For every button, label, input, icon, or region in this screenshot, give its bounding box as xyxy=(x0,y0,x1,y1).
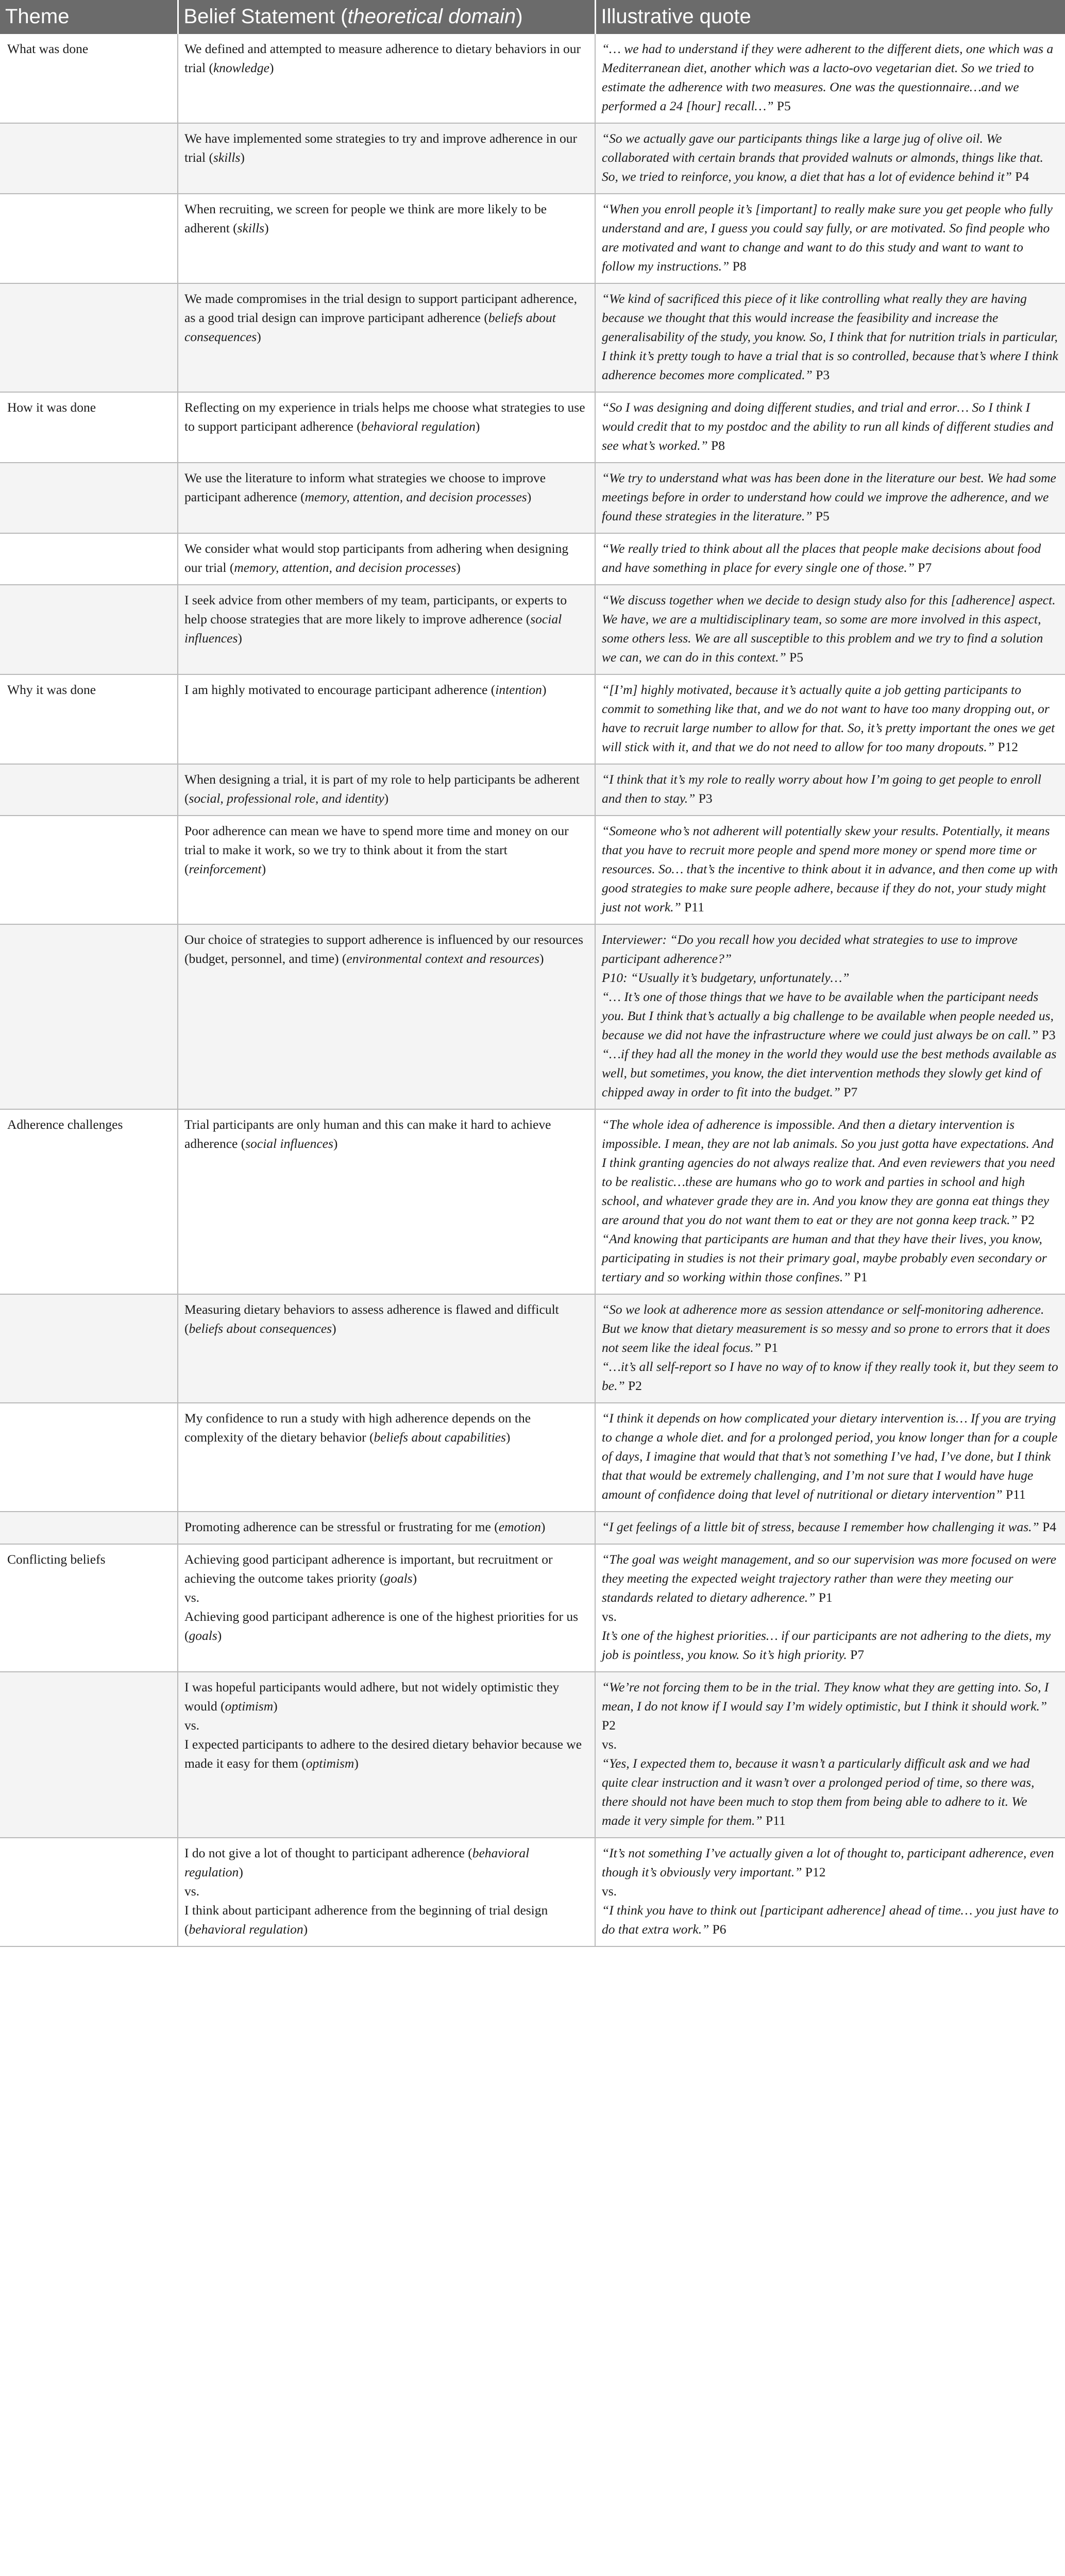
belief-vs-connector: vs. xyxy=(184,1718,200,1733)
illustrative-quote xyxy=(602,1677,1059,1735)
illustrative-quote xyxy=(602,680,1059,756)
quote-text: “We discuss together when we decide to design study also for this [adherence] aspect. We have, we are a multidisciplinary team, so some are more involved in this aspect, some others less. We are all susceptible to this problem and we try to find a solution we can, we can do in this context.” xyxy=(602,592,1056,665)
belief-cell xyxy=(178,1672,595,1838)
belief-text: My confidence to run a study with high adherence depends on the complexity of the dietary behavior xyxy=(184,1411,531,1445)
belief-text: Promoting adherence can be stressful or frustrating for me xyxy=(184,1519,491,1534)
illustrative-quote xyxy=(602,398,1059,455)
theoretical-domain: memory, attention, and decision processes xyxy=(234,560,457,575)
belief-statement: I expected participants to adhere to the desired dietary behavior because we made it easy for them (optimism) xyxy=(184,1737,582,1771)
participant-id: P7 xyxy=(843,1084,858,1099)
table-row xyxy=(0,463,1065,533)
illustrative-quote xyxy=(602,1409,1059,1504)
participant-id: P8 xyxy=(732,259,747,274)
belief-cell xyxy=(178,1109,595,1294)
belief-statement: I do not give a lot of thought to participant adherence (behavioral regulation) xyxy=(184,1845,530,1879)
quote-cell xyxy=(595,283,1065,392)
participant-id: P2 xyxy=(628,1378,642,1393)
theoretical-domain: social influences xyxy=(184,612,562,646)
belief-cell xyxy=(178,1294,595,1403)
belief-text: I think about participant adherence from the beginning of trial design xyxy=(184,1903,548,1918)
belief-statement: We have implemented some strategies to try and improve adherence in our trial (skills) xyxy=(184,131,577,165)
belief-statement: Achieving good participant adherence is one of the highest priorities for us (goals) xyxy=(184,1609,579,1643)
theoretical-domain: social, professional role, and identity xyxy=(189,791,384,806)
belief-cell xyxy=(178,283,595,392)
quote-cell xyxy=(595,194,1065,283)
quote-text: “I get feelings of a little bit of stress, because I remember how challenging it was.” xyxy=(602,1519,1039,1534)
quote-text: “We really tried to think about all the places that people make decisions about food and have something in place for every single one of those.” xyxy=(602,541,1041,575)
quote-text: “I think it depends on how complicated your dietary intervention is… If you are trying to change a whole diet. and for a prolonged period, you know longer than for a couple of days, I imagine that would that that’s not something I’ve had, I’ve done, but I think that that would be extremely challenging, and I’m not sure that I would have huge amount of confidence doing that level of nutritional or dietary intervention” xyxy=(602,1411,1058,1502)
theoretical-domain: environmental context and resources xyxy=(346,951,540,966)
theoretical-domain: goals xyxy=(384,1571,413,1586)
table-row xyxy=(0,194,1065,283)
illustrative-quote xyxy=(602,1550,1059,1607)
belief-vs-connector: vs. xyxy=(184,1590,200,1605)
quote-cell xyxy=(595,1672,1065,1838)
quote-text: It’s one of the highest priorities… if our participants are not adhering to the diets, my job is pointless, you know. So it’s high priority. xyxy=(602,1628,1051,1662)
belief-text: Achieving good participant adherence is one of the highest priorities for us xyxy=(184,1609,579,1624)
theoretical-domain: social influences xyxy=(245,1136,333,1151)
quote-text: “…it’s all self-report so I have no way of to know if they really took it, but they seem to be.” xyxy=(602,1359,1058,1393)
belief-cell xyxy=(178,924,595,1109)
theoretical-domain: behavioral regulation xyxy=(184,1845,530,1879)
quote-text: “The whole idea of adherence is impossible. And then a dietary intervention is impossible. I mean, they are not lab animals. So you just gotta have expectations. And I think granting agencies do not always realize that. And even reviewers that you need to be realistic…these are humans who go to work and parties in school and high school, and whatever grade they are in. And you know they are gonna eat things they are around that you do not want them to eat or they are not gonna keep track.” xyxy=(602,1117,1055,1227)
theoretical-domain: optimism xyxy=(225,1699,274,1714)
participant-id: P12 xyxy=(998,739,1018,754)
table-row xyxy=(0,764,1065,816)
belief-text: We consider what would stop participants from adhering when designing our trial xyxy=(184,541,569,575)
belief-cell xyxy=(178,392,595,463)
table-row xyxy=(0,816,1065,924)
belief-text: We defined and attempted to measure adherence to dietary behaviors in our trial xyxy=(184,41,581,75)
belief-text: We made compromises in the trial design to support participant adherence, as a good trial design can improve participant adherence xyxy=(184,291,577,325)
table-row xyxy=(0,123,1065,194)
table-row xyxy=(0,1512,1065,1544)
participant-id: P2 xyxy=(602,1718,616,1733)
theme-cell xyxy=(0,585,178,674)
header-belief-post: ) xyxy=(516,5,523,28)
illustrative-quote xyxy=(602,1115,1059,1229)
table-row xyxy=(0,34,1065,123)
belief-text: I am highly motivated to encourage participant adherence xyxy=(184,682,488,697)
quote-text: “[I’m] highly motivated, because it’s actually quite a job getting participants to commit to something like that, and we do not want to have too many dropping out, or have to recruit large number to allow for that. So, it’s pretty important the ones we get will stick with it, and that we do not need to allow for too many dropouts.” xyxy=(602,682,1055,754)
participant-id: P1 xyxy=(764,1340,779,1355)
theme-cell xyxy=(0,123,178,194)
quote-text: “Yes, I expected them to, because it wasn’t a particularly difficult ask and we had quite clear instruction and it wasn’t over a prolonged period of time, so there was, there should not have been much to stop them from being able to adhere to it. We made it very simple for them.” xyxy=(602,1756,1035,1828)
belief-statement: I seek advice from other members of my team, participants, or experts to help choose strategies that are more likely to improve adherence (social influences) xyxy=(184,592,567,646)
belief-statement: My confidence to run a study with high adherence depends on the complexity of the dietary behavior (beliefs about capabilities) xyxy=(184,1411,531,1445)
belief-text: We use the literature to inform what strategies we choose to improve participant adherence xyxy=(184,470,546,504)
theoretical-domain: goals xyxy=(189,1628,217,1643)
illustrative-quote xyxy=(602,1626,1059,1664)
participant-id: P8 xyxy=(711,438,725,453)
quote-text: “So we actually gave our participants things like a large jug of olive oil. We collaborated with certain brands that provided walnuts or almonds, things like that. So, we tried to reinforce, you know, a diet that has a lot of evidence behind it” xyxy=(602,131,1043,184)
theme-cell xyxy=(0,1403,178,1512)
belief-statement: We consider what would stop participants from adhering when designing our trial (memory, attention, and decision processes) xyxy=(184,541,569,575)
theme-cell: Adherence challenges xyxy=(0,1109,178,1294)
quote-vs-connector: vs. xyxy=(602,1737,617,1752)
illustrative-quote xyxy=(602,468,1059,526)
illustrative-quote xyxy=(602,1357,1059,1395)
participant-id: P2 xyxy=(1021,1212,1035,1227)
belief-statement: Reflecting on my experience in trials helps me choose what strategies to use to support participant adherence (behavioral regulation) xyxy=(184,400,585,434)
belief-cell xyxy=(178,194,595,283)
belief-text: Measuring dietary behaviors to assess adherence is flawed and difficult xyxy=(184,1302,559,1317)
participant-id: P4 xyxy=(1015,169,1029,184)
belief-cell xyxy=(178,1403,595,1512)
illustrative-quote xyxy=(602,1300,1059,1357)
header-quote: Illustrative quote xyxy=(595,0,1065,34)
belief-cell xyxy=(178,34,595,123)
participant-id: P3 xyxy=(1041,1027,1056,1042)
illustrative-quote xyxy=(602,1517,1059,1536)
belief-cell xyxy=(178,123,595,194)
illustrative-quote xyxy=(602,1843,1059,1882)
illustrative-quote xyxy=(602,199,1059,276)
theoretical-domain: knowledge xyxy=(213,60,270,75)
belief-statement: I am highly motivated to encourage participant adherence (intention) xyxy=(184,682,547,697)
table-row xyxy=(0,1838,1065,1946)
quote-text: “When you enroll people it’s [important] to really make sure you get people who fully understand and are, I guess you could say fully, or are motivated. So find people who are motivated and want to change and want to do this study and want to want to follow my instructions.” xyxy=(602,201,1053,274)
quote-cell xyxy=(595,816,1065,924)
quote-cell xyxy=(595,1403,1065,1512)
header-theme: Theme xyxy=(0,0,178,34)
quote-cell xyxy=(595,1544,1065,1672)
participant-id: P5 xyxy=(776,98,791,113)
theoretical-domain: reinforcement xyxy=(189,861,262,876)
belief-text: Poor adherence can mean we have to spend more time and money on our trial to make it work, so we try to think about it from the start xyxy=(184,823,569,857)
quote-cell xyxy=(595,123,1065,194)
belief-statement: Our choice of strategies to support adherence is influenced by our resources (budget, personnel, and time) (environmental context and resources) xyxy=(184,932,583,966)
quote-text: “We try to understand what was has been done in the literature our best. We had some meetings before in order to understand how could we improve the adherence, and we found these strategies in the literature.” xyxy=(602,470,1056,523)
quote-cell xyxy=(595,1294,1065,1403)
belief-text: When recruiting, we screen for people we think are more likely to be adherent xyxy=(184,201,547,235)
illustrative-quote xyxy=(602,1901,1059,1939)
quote-text: “I think that it’s my role to really worry about how I’m going to get people to enroll and then to stay.” xyxy=(602,772,1041,806)
participant-id: P1 xyxy=(818,1590,833,1605)
participant-id: P7 xyxy=(850,1647,865,1662)
belief-statement: We use the literature to inform what strategies we choose to improve participant adherence (memory, attention, and decision processes) xyxy=(184,470,546,504)
belief-vs-connector: vs. xyxy=(184,1884,200,1899)
quote-cell xyxy=(595,392,1065,463)
theoretical-domain: optimism xyxy=(306,1756,354,1771)
quote-text: “It’s not something I’ve actually given a lot of thought to, participant adherence, even though it’s obviously very important.” xyxy=(602,1845,1054,1879)
belief-statement: Achieving good participant adherence is important, but recruitment or achieving the outcome takes priority (goals) xyxy=(184,1552,553,1586)
theme-cell xyxy=(0,283,178,392)
illustrative-quote xyxy=(602,1229,1059,1286)
illustrative-quote xyxy=(602,987,1059,1044)
header-belief-domain: theoretical domain xyxy=(347,5,516,28)
theme-cell: What was done xyxy=(0,34,178,123)
participant-id: P6 xyxy=(712,1922,726,1937)
table-row xyxy=(0,1109,1065,1294)
illustrative-quote xyxy=(602,770,1059,808)
quote-text: “So we look at adherence more as session attendance or self-monitoring adherence. But we know that dietary measurement is so messy and so prone to errors that it does not seem like the ideal focus.” xyxy=(602,1302,1050,1355)
belief-cell xyxy=(178,1838,595,1946)
belief-cell xyxy=(178,816,595,924)
illustrative-quote xyxy=(602,930,1059,968)
illustrative-quote xyxy=(602,1044,1059,1101)
belief-text: I was hopeful participants would adhere, but not widely optimistic they would xyxy=(184,1680,560,1714)
belief-statement: When recruiting, we screen for people we think are more likely to be adherent (skills) xyxy=(184,201,547,235)
theme-cell xyxy=(0,1672,178,1838)
belief-cell xyxy=(178,674,595,764)
participant-id: P1 xyxy=(853,1269,868,1284)
quote-text: Interviewer: “Do you recall how you decided what strategies to use to improve participant adherence?” xyxy=(602,932,1018,966)
quote-text: “And knowing that participants are human and that they have their lives, you know, participating in studies is not their primary goal, maybe probably even secondary or tertiary and so working within those confines.” xyxy=(602,1231,1047,1284)
theme-cell xyxy=(0,1512,178,1544)
quote-text: “…if they had all the money in the world they would use the best methods available as well, but sometimes, you know, the diet intervention methods they slowly get kind of chipped away in order to fit into the budget.” xyxy=(602,1046,1057,1099)
quote-text: “We’re not forcing them to be in the trial. They know what they are getting into. So, I mean, I do not know if I would say I’m widely optimistic, but I think it should work.” xyxy=(602,1680,1049,1714)
participant-id: P7 xyxy=(918,560,932,575)
participant-id: P11 xyxy=(1006,1487,1026,1502)
quote-cell xyxy=(595,1838,1065,1946)
belief-text: I expected participants to adhere to the desired dietary behavior because we made it easy for them xyxy=(184,1737,582,1771)
quote-cell xyxy=(595,1512,1065,1544)
theme-cell xyxy=(0,194,178,283)
quote-cell xyxy=(595,924,1065,1109)
quote-cell xyxy=(595,674,1065,764)
belief-text: Reflecting on my experience in trials helps me choose what strategies to use to support participant adherence xyxy=(184,400,585,434)
belief-cell xyxy=(178,463,595,533)
quote-text: “We kind of sacrificed this piece of it like controlling what really they are having because we thought that this would increase the feasibility and increase the generalisability of the study, you know. So, I think that for nutrition trials in particular, I think it’s pretty tough to have a trial that is so controlled, because that’s where I think adherence becomes more complicated.” xyxy=(602,291,1058,382)
illustrative-quote xyxy=(602,289,1059,384)
table-row xyxy=(0,392,1065,463)
quote-text: “The goal was weight management, and so our supervision was more focused on were they meeting the expected weight trajectory rather than were they meeting our standards related to dietary adherence.” xyxy=(602,1552,1057,1605)
belief-cell xyxy=(178,533,595,585)
belief-statement: I was hopeful participants would adhere, but not widely optimistic they would (optimism) xyxy=(184,1680,560,1714)
belief-statement: When designing a trial, it is part of my role to help participants be adherent (social, professional role, and identity) xyxy=(184,772,580,806)
theme-cell: Why it was done xyxy=(0,674,178,764)
theoretical-domain: memory, attention, and decision processes xyxy=(305,489,527,504)
table-row xyxy=(0,1672,1065,1838)
participant-id: P11 xyxy=(766,1813,786,1828)
theme-cell xyxy=(0,1838,178,1946)
table-row xyxy=(0,924,1065,1109)
theoretical-domain: emotion xyxy=(498,1519,541,1534)
theoretical-domain: behavioral regulation xyxy=(361,419,476,434)
belief-text: I seek advice from other members of my team, participants, or experts to help choose strategies that are more likely to improve adherence xyxy=(184,592,567,626)
table-row xyxy=(0,674,1065,764)
illustrative-quote xyxy=(602,590,1059,667)
participant-id: P11 xyxy=(684,900,704,914)
quote-text: P10: “Usually it’s budgetary, unfortunately…” xyxy=(602,970,850,985)
quote-cell xyxy=(595,1109,1065,1294)
belief-statement: Promoting adherence can be stressful or frustrating for me (emotion) xyxy=(184,1519,546,1534)
quote-vs-connector: vs. xyxy=(602,1609,617,1624)
table-row xyxy=(0,1294,1065,1403)
table-row xyxy=(0,585,1065,674)
illustrative-quote xyxy=(602,539,1059,577)
quote-text: “… we had to understand if they were adherent to the different diets, one which was a Mediterranean diet, another which was a lacto-ovo vegetarian diet. So we tried to estimate the adherence with two measures. One was the questionnaire…and we performed a 24 [hour] recall…” xyxy=(602,41,1054,113)
participant-id: P3 xyxy=(698,791,713,806)
table-header xyxy=(0,0,1065,34)
theme-cell xyxy=(0,764,178,816)
quote-text: “… It’s one of those things that we have to be available when the participant needs you. But I think that’s actually a big challenge to be available when people needed us, because we did not have the infrastructure where we could just always be on call.” xyxy=(602,989,1054,1042)
theoretical-domain: beliefs about capabilities xyxy=(374,1430,506,1445)
table-body xyxy=(0,34,1065,1946)
theme-cell: How it was done xyxy=(0,392,178,463)
table-row xyxy=(0,1544,1065,1672)
participant-id: P5 xyxy=(789,650,803,665)
belief-statement: We defined and attempted to measure adherence to dietary behaviors in our trial (knowledge) xyxy=(184,41,581,75)
belief-cell xyxy=(178,1512,595,1544)
belief-text: When designing a trial, it is part of my role to help participants be adherent xyxy=(184,772,580,787)
theme-cell: Conflicting beliefs xyxy=(0,1544,178,1672)
theoretical-domain: behavioral regulation xyxy=(189,1922,303,1937)
participant-id: P5 xyxy=(815,509,830,523)
quote-text: “I think you have to think out [participant adherence] ahead of time… you just have to do that extra work.” xyxy=(602,1903,1059,1937)
theoretical-domain: skills xyxy=(213,150,241,165)
theoretical-domain: beliefs about consequences xyxy=(189,1321,332,1336)
theoretical-domain: beliefs about consequences xyxy=(184,310,556,344)
participant-id: P4 xyxy=(1042,1519,1057,1534)
belief-text: Our choice of strategies to support adherence is influenced by our resources (budget, personnel, and time) xyxy=(184,932,583,966)
illustrative-quote xyxy=(602,129,1059,186)
theoretical-domain: skills xyxy=(237,221,265,235)
quote-vs-connector: vs. xyxy=(602,1884,617,1899)
belief-text: Achieving good participant adherence is important, but recruitment or achieving the outcome takes priority xyxy=(184,1552,553,1586)
participant-id: P12 xyxy=(805,1865,826,1879)
belief-statement: Measuring dietary behaviors to assess adherence is flawed and difficult (beliefs about consequences) xyxy=(184,1302,559,1336)
theme-cell xyxy=(0,533,178,585)
header-belief xyxy=(178,0,595,34)
table-row xyxy=(0,1403,1065,1512)
illustrative-quote xyxy=(602,1754,1059,1830)
table-row xyxy=(0,283,1065,392)
belief-statement: Poor adherence can mean we have to spend more time and money on our trial to make it work, so we try to think about it from the start (reinforcement) xyxy=(184,823,569,876)
quote-cell xyxy=(595,764,1065,816)
quote-text: “Someone who’s not adherent will potentially skew your results. Potentially, it means that you have to recruit more people and spend more money or spend more time or resources. So… that’s the incentive to think about it in advance, and then come up with good strategies to make sure people adhere, because if they do not, your study might just not work.” xyxy=(602,823,1058,914)
theme-cell xyxy=(0,463,178,533)
belief-statement: I think about participant adherence from the beginning of trial design (behavioral regulation) xyxy=(184,1903,548,1937)
quote-cell xyxy=(595,585,1065,674)
quote-text: “So I was designing and doing different studies, and trial and error… So I think I would credit that to my postdoc and the ability to run all kinds of different studies and see what’s worked.” xyxy=(602,400,1054,453)
illustrative-quote xyxy=(602,968,1059,987)
belief-cell xyxy=(178,1544,595,1672)
table-row xyxy=(0,533,1065,585)
belief-text: Trial participants are only human and this can make it hard to achieve adherence xyxy=(184,1117,551,1151)
theoretical-domain: intention xyxy=(495,682,542,697)
belief-statement: Trial participants are only human and this can make it hard to achieve adherence (social influences) xyxy=(184,1117,551,1151)
quote-cell xyxy=(595,533,1065,585)
theme-cell xyxy=(0,816,178,924)
belief-text: We have implemented some strategies to try and improve adherence in our trial xyxy=(184,131,577,165)
theme-cell xyxy=(0,1294,178,1403)
participant-id: P3 xyxy=(816,367,830,382)
belief-cell xyxy=(178,764,595,816)
header-belief-pre: Belief Statement ( xyxy=(183,5,348,28)
belief-text: I do not give a lot of thought to participant adherence xyxy=(184,1845,465,1860)
illustrative-quote xyxy=(602,821,1059,917)
quote-cell xyxy=(595,34,1065,123)
theme-cell xyxy=(0,924,178,1109)
belief-cell xyxy=(178,585,595,674)
belief-statement: We made compromises in the trial design to support participant adherence, as a good trial design can improve participant adherence (beliefs about consequences) xyxy=(184,291,577,344)
quote-cell xyxy=(595,463,1065,533)
illustrative-quote xyxy=(602,39,1059,115)
